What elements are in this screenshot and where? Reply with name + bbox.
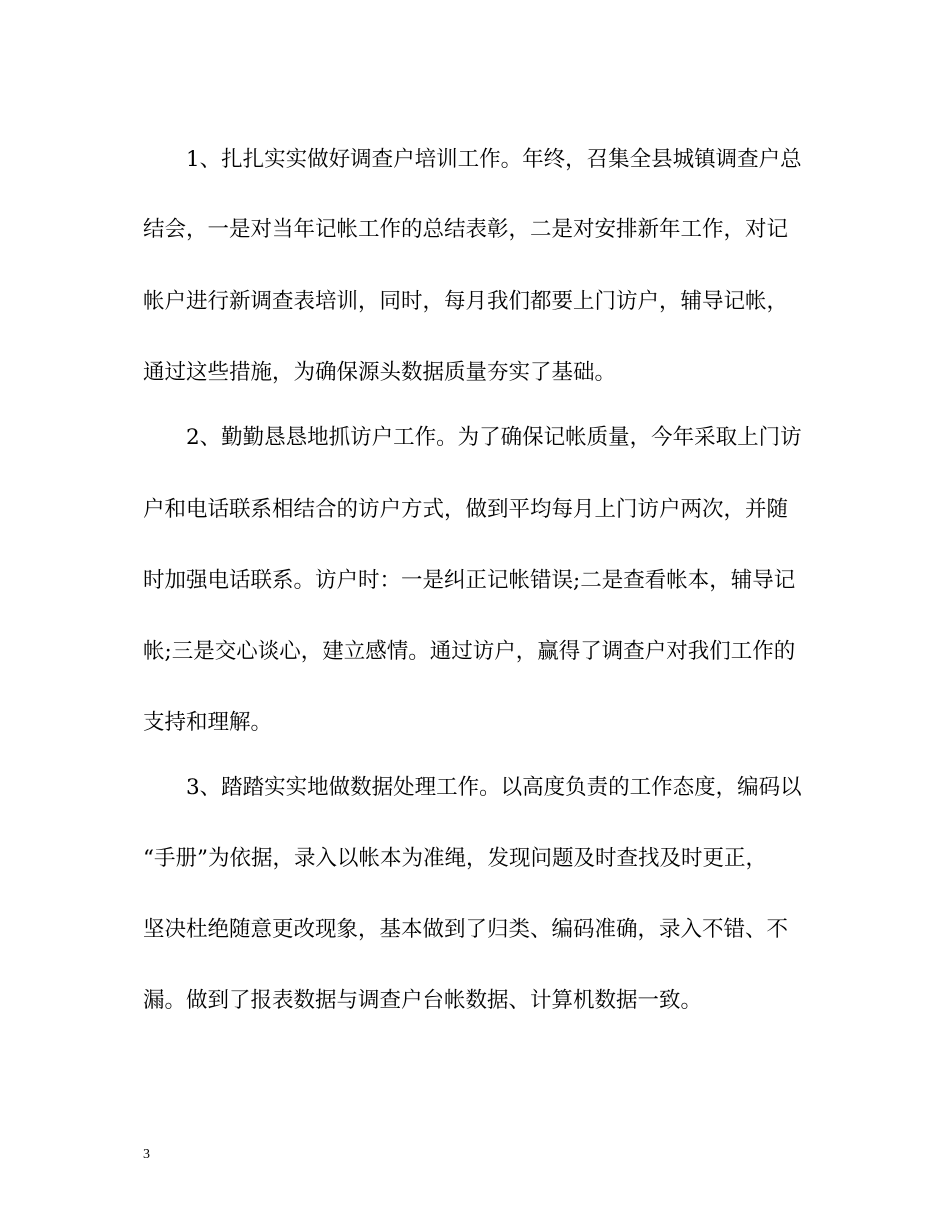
paragraph-2-line-1 [0,422,950,454]
text-line: 支持和理解。 [143,710,273,735]
paragraph-2-line-3 [0,565,950,597]
paragraph-1-line-2 [0,214,950,246]
text-line: 1、扎扎实实做好调查户培训工作。年终，召集全县城镇调查户总 [186,147,802,172]
paragraph-3-line-1 [0,772,950,804]
paragraph-3-line-4 [0,985,950,1017]
text-line: 通过这些措施，为确保源头数据质量夯实了基础。 [143,360,617,385]
text-line: 坚决杜绝随意更改现象，基本做到了归类、编码准确，录入不错、不 [143,917,789,942]
text-line: 3、踏踏实实地做数据处理工作。以高度负责的工作态度，编码以 [186,775,802,800]
paragraph-2-line-5 [0,707,950,739]
page-number: 3 [143,1147,150,1162]
text-line: 结会，一是对当年记帐工作的总结表彰，二是对安排新年工作，对记 [143,217,789,242]
text-line: 时加强电话联系。访户时：一是纠正记帐错误;二是查看帐本，辅导记 [143,568,796,593]
paragraph-2-line-4 [0,636,950,668]
paragraph-1-line-1 [0,144,950,176]
text-line: 户和电话联系相结合的访户方式，做到平均每月上门访户两次，并随 [143,497,789,522]
text-line: “手册”为依据，录入以帐本为准绳，发现问题及时查找及时更正， [143,846,767,871]
text-line: 漏。做到了报表数据与调查户台帐数据、计算机数据一致。 [143,988,703,1013]
paragraph-2-line-2 [0,494,950,526]
paragraph-3-line-3 [0,914,950,946]
text-line: 帐;三是交心谈心，建立感情。通过访户，赢得了调查户对我们工作的 [143,639,796,664]
paragraph-3-line-2 [0,843,950,875]
text-line: 帐户进行新调查表培训，同时，每月我们都要上门访户，辅导记帐， [143,289,789,314]
paragraph-1-line-3 [0,286,950,318]
paragraph-1-line-4 [0,357,950,389]
text-line: 2、勤勤恳恳地抓访户工作。为了确保记帐质量，今年采取上门访 [186,425,802,450]
